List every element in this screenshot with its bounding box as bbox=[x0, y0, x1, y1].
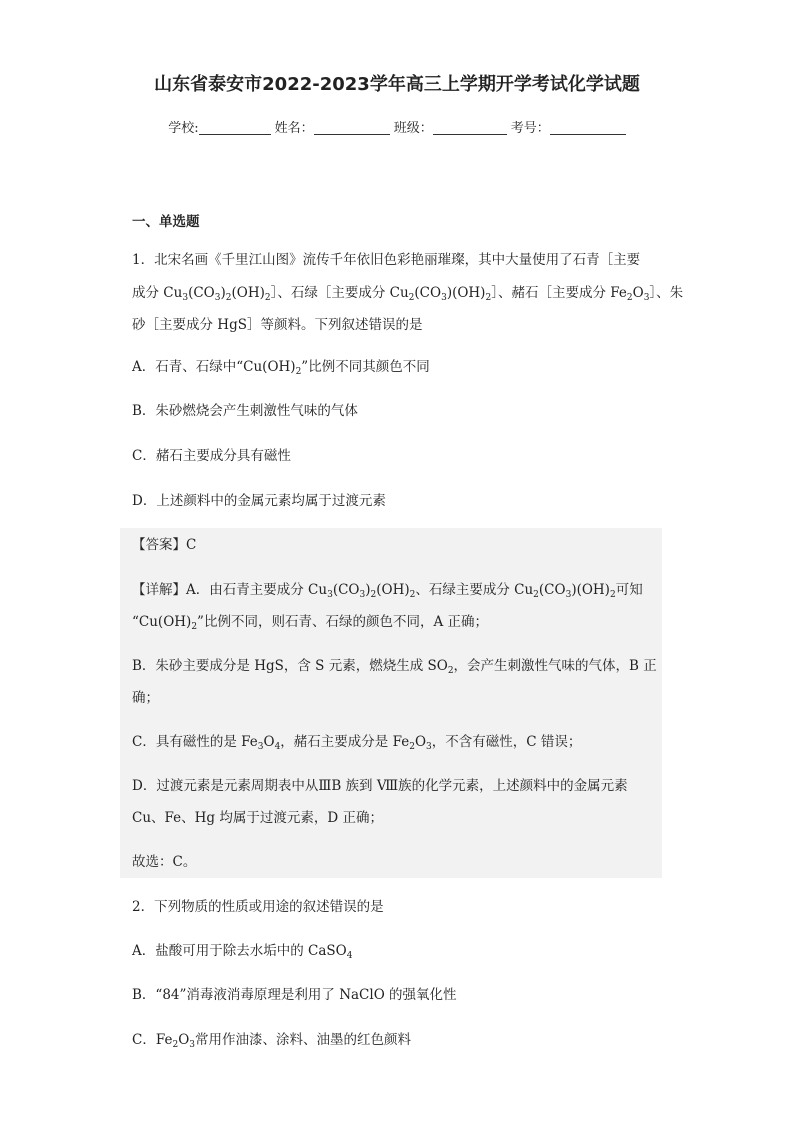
section-heading: 一、单选题 bbox=[132, 214, 200, 230]
q2-option-b[interactable]: B．“84”消毒液消毒原理是利用了 NaClO 的强氧化性 bbox=[132, 987, 457, 1003]
q1-option-d[interactable]: D．上述颜料中的金属元素均属于过渡元素 bbox=[132, 493, 386, 509]
q1-answer: 【答案】C bbox=[132, 537, 197, 553]
q2-option-c[interactable]: C．$Fe_2O_3$常用作油漆、涂料、油墨的红色颜料 bbox=[132, 1032, 411, 1050]
class-blank[interactable] bbox=[433, 120, 507, 135]
q1-option-c[interactable]: C．赭石主要成分具有磁性 bbox=[132, 448, 291, 464]
q1-detail-line-8: 故选：C。 bbox=[132, 854, 197, 870]
q1-detail-line-7: Cu、Fe、Hg 均属于过渡元素，D 正确； bbox=[132, 810, 383, 826]
name-blank[interactable] bbox=[314, 120, 390, 135]
q1-detail-line-5: C．具有磁性的是 $Fe_3O_4$，赭石主要成分是 $Fe_2O_3$，不含有磁性，C 错误； bbox=[132, 734, 582, 752]
school-blank[interactable] bbox=[199, 120, 271, 135]
school-label: 学校: bbox=[168, 121, 199, 136]
q1-detail-line-3: B．朱砂主要成分是 HgS，含 S 元素，燃烧生成 $SO_2$，会产生刺激性气味的气体，B 正 bbox=[132, 658, 657, 676]
q1-stem-line-1: 1．北宋名画《千里江山图》流传千年依旧色彩艳丽璀璨，其中大量使用了石青［主要 bbox=[132, 252, 641, 268]
q2-option-a[interactable]: A．盐酸可用于除去水垢中的 CaSO$_4$ bbox=[132, 943, 353, 961]
q1-detail-line-6: D．过渡元素是元素周期表中从ⅢB 族到 Ⅷ族的化学元素，上述颜料中的金属元素 bbox=[132, 778, 628, 794]
q1-stem-line-2: 成分 $Cu_3(CO_3)_2(OH)_2]$、石绿［主要成分 $Cu_2(CO_3)(OH)_2]$、赭石［主要成分 $Fe_2O_3]$、朱 bbox=[132, 285, 684, 303]
q1-detail-line-1: 【详解】A．由石青主要成分 $Cu_3(CO_3)_2(OH)_2$、石绿主要成分 $Cu_2(CO_3)(OH)_2$可知 bbox=[132, 582, 643, 600]
name-label: 姓名： bbox=[274, 121, 314, 136]
q1-detail-line-2: “$Cu(OH)_2$”比例不同，则石青、石绿的颜色不同，A 正确； bbox=[132, 614, 488, 632]
exam-no-label: 考号： bbox=[510, 121, 550, 136]
q1-stem-line-3: 砂［主要成分 HgS］等颜料。下列叙述错误的是 bbox=[132, 317, 423, 333]
exam-no-blank[interactable] bbox=[550, 120, 626, 135]
document-title: 山东省泰安市2022-2023学年高三上学期开学考试化学试题 bbox=[154, 74, 640, 95]
q1-detail-line-4: 确； bbox=[132, 690, 159, 706]
student-info-line bbox=[0, 117, 794, 136]
q1-option-a[interactable]: A．石青、石绿中“$Cu(OH)_2$”比例不同其颜色不同 bbox=[132, 359, 430, 377]
class-label: 班级： bbox=[393, 121, 433, 136]
q2-stem: 2．下列物质的性质或用途的叙述错误的是 bbox=[132, 899, 384, 915]
q1-option-b[interactable]: B．朱砂燃烧会产生刺激性气味的气体 bbox=[132, 403, 358, 419]
